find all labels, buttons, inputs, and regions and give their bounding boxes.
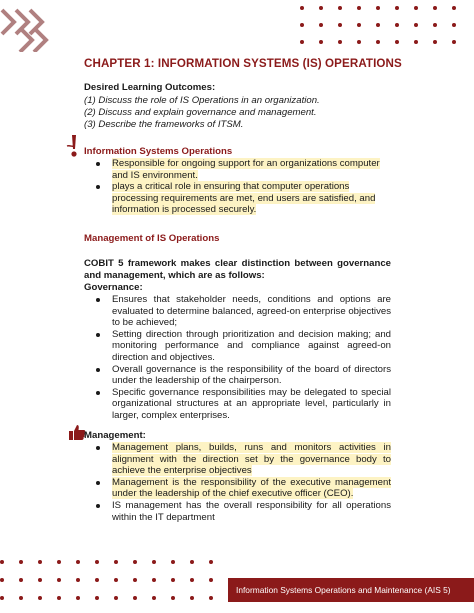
decor-dot [114,578,118,582]
decor-dot [190,578,194,582]
decor-dot [338,23,342,27]
list-item: Responsible for ongoing support for an organizations computer and IS environment. [84,158,384,181]
decor-dot [300,6,304,10]
decor-dot [57,560,61,564]
decor-dot [95,560,99,564]
decor-dot [414,6,418,10]
decor-dot [319,40,323,44]
decor-dot [95,578,99,582]
decor-dot [152,578,156,582]
decor-dot [357,6,361,10]
decor-dot [452,23,456,27]
management-of-is-heading: Management of IS Operations [84,233,220,244]
governance-list [84,294,391,422]
decor-dot [152,560,156,564]
decor-dot [414,23,418,27]
decor-dot [433,23,437,27]
outcomes-heading: Desired Learning Outcomes: [84,82,216,93]
decor-dot [171,596,175,600]
decor-dot [57,578,61,582]
decor-dot [133,596,137,600]
list-item: Management is the responsibility of the executive management under the leadership of the chief executive officer (CEO). [84,477,391,500]
decor-dot [95,596,99,600]
governance-heading: Governance: [84,282,143,293]
decor-dot [209,560,213,564]
decor-dot [395,23,399,27]
decor-dot [357,40,361,44]
list-item: Setting direction through prioritization and decision making; and monitoring performance and compliance against agreed-on direction and objectives. [84,329,391,364]
decor-dot [376,6,380,10]
decor-dot [395,6,399,10]
outcome-item: (3) Describe the frameworks of ITSM. [84,119,244,130]
decor-dot [395,40,399,44]
decor-dot [209,578,213,582]
list-item: Overall governance is the responsibility of the board of directors under the leadership of the chairperson. [84,364,391,387]
decor-dot [300,40,304,44]
decor-dot [433,40,437,44]
decor-dot [190,596,194,600]
decor-dot [0,578,4,582]
decor-dot [357,23,361,27]
is-operations-list [84,158,384,216]
decor-dot [76,578,80,582]
decor-dot [19,596,23,600]
decor-dot [0,596,4,600]
dot-grid-bottom-left-icon [0,560,230,613]
decor-dot [38,596,42,600]
decor-dot [190,560,194,564]
decor-dot [19,560,23,564]
chapter-title: CHAPTER 1: INFORMATION SYSTEMS (IS) OPERATIONS [84,57,402,70]
decor-dot [300,23,304,27]
chevron-pattern-icon [0,6,110,52]
decor-dot [338,40,342,44]
list-item: Ensures that stakeholder needs, conditions and options are evaluated to determine balanced, agreed-on enterprise objectives to be achieved; [84,294,391,329]
list-item: IS management has the overall responsibility for all operations within the IT department [84,500,391,523]
dot-grid-top-right-icon [300,6,474,50]
decor-dot [171,560,175,564]
decor-dot [319,6,323,10]
decor-dot [452,6,456,10]
decor-dot [376,23,380,27]
decor-dot [376,40,380,44]
footer-course-title: Information Systems Operations and Maintenance (AIS 5) [228,578,474,602]
decor-dot [209,596,213,600]
decor-dot [433,6,437,10]
decor-dot [114,596,118,600]
decor-dot [19,578,23,582]
decor-dot [38,560,42,564]
decor-dot [133,578,137,582]
cobit-intro: COBIT 5 framework makes clear distinction between governance and management, which are as follows: [84,258,391,281]
decor-dot [319,23,323,27]
exclamation-marker-icon [66,134,82,160]
list-item: Management plans, builds, runs and monitors activities in alignment with the direction set by the governance body to achieve the enterprise objectives [84,442,391,477]
decor-dot [452,40,456,44]
decor-dot [76,596,80,600]
management-heading: Management: [84,430,146,441]
decor-dot [414,40,418,44]
decor-dot [171,578,175,582]
outcome-item: (2) Discuss and explain governance and management. [84,107,317,118]
decor-dot [76,560,80,564]
decor-dot [114,560,118,564]
decor-dot [0,560,4,564]
list-item: plays a critical role in ensuring that computer operations processing requirements are met, end users are satisfied, and information is processed securely. [84,181,384,216]
is-operations-heading: Information Systems Operations [84,146,233,157]
management-list [84,442,391,523]
decor-dot [133,560,137,564]
decor-dot [57,596,61,600]
decor-dot [338,6,342,10]
decor-dot [38,578,42,582]
list-item: Specific governance responsibilities may be delegated to special organizational structures at an appropriate level, particularly in larger, complex enterprises. [84,387,391,422]
outcome-item: (1) Discuss the role of IS Operations in an organization. [84,95,320,106]
decor-dot [152,596,156,600]
